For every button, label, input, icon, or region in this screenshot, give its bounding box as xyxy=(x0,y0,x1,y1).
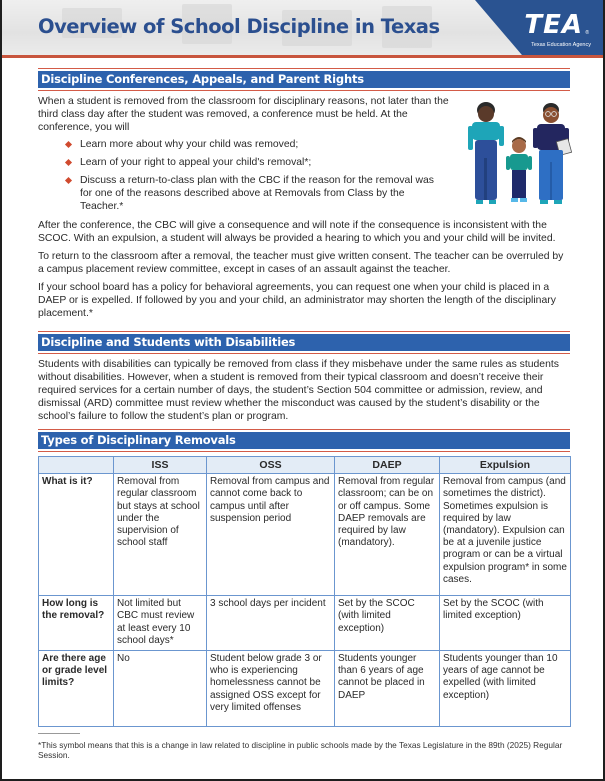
table-cell: No xyxy=(114,651,207,727)
list-item xyxy=(62,174,442,213)
paragraph: If your school board has a policy for behavioral agreements, you can request one when your child is placed in a DAEP or is expelled. If followed by you and your child, an administrator may shorten the length of the disciplinary placement.* xyxy=(38,282,556,319)
bullet-text: Learn of your right to appeal your child's removal*; xyxy=(80,157,312,168)
table-row xyxy=(39,474,571,596)
row-header: Are there age or grade level limits? xyxy=(39,651,114,727)
list-item xyxy=(62,156,442,169)
table-cell: Student below grade 3 or who is experiencing homelessness cannot be assigned OSS except for very limited offenses xyxy=(207,651,335,727)
table-cell: 3 school days per incident xyxy=(207,596,335,651)
bullet-text: Learn more about why your child was removed; xyxy=(80,139,299,150)
paragraph: To return to the classroom after a removal, the teacher must give written consent. The teacher can be overruled by a campus placement review committee, except in cases of an assault against the teacher. xyxy=(38,251,564,275)
table-cell: Students younger than 10 years of age cannot be expelled (with limited exception) xyxy=(440,651,571,727)
paragraph: Students with disabilities can typically be removed from class if they misbehave under the same rules as students without disabilities. However, when a student is removed from their typical classroom and doesn’t receive their required services for a certain number of days, the student’s Section 504 committee or admission, review, and dismissal (ARD) committee must review whether the misconduct was caused by the student’s disability or the school’s failure to follow the student’s plan or program. xyxy=(38,359,559,422)
footnote: *This symbol means that this is a change in law related to discipline in public schools made by the Texas Legislature in the 89th (2025) Regular Session. xyxy=(38,740,563,760)
family-illustration xyxy=(464,100,574,212)
registered-mark: ® xyxy=(585,30,589,36)
section-heading-conferences xyxy=(38,68,570,91)
page-header xyxy=(2,0,603,55)
table-cell: Not limited but CBC must review at least every 10 school days* xyxy=(114,596,207,651)
table-row xyxy=(39,596,571,651)
conferences-paragraphs xyxy=(38,219,568,325)
section-heading-removals xyxy=(38,429,570,452)
row-header: How long is the removal? xyxy=(39,596,114,651)
column-header-iss: ISS xyxy=(114,457,207,474)
table-cell: Set by the SCOC (with limited exception) xyxy=(440,596,571,651)
bullet-text: Discuss a return-to-class plan with the CBC if the reason for the removal was for one of the reasons described above at Removals from Class by the Teacher.* xyxy=(80,175,435,212)
intro-paragraph: When a student is removed from the classroom for disciplinary reasons, not later than the third class day after the student was removed, a conference must be held. At the conference, you will xyxy=(38,96,449,133)
conferences-intro xyxy=(38,95,458,139)
table-cell: Set by the SCOC (with limited exception) xyxy=(335,596,440,651)
diamond-bullet-icon xyxy=(65,159,72,166)
diamond-bullet-icon xyxy=(65,177,72,184)
footnote-divider xyxy=(38,733,80,734)
conference-bullet-list xyxy=(62,138,442,218)
removals-table xyxy=(38,456,571,727)
document-page xyxy=(2,0,603,779)
column-header xyxy=(39,457,114,474)
table-header-row xyxy=(39,457,571,474)
row-header: What is it? xyxy=(39,474,114,596)
table-cell: Removal from campus and cannot come back to campus until after suspension period xyxy=(207,474,335,596)
section-heading-text: Types of Disciplinary Removals xyxy=(38,432,570,449)
table-cell: Removal from regular classroom but stays at school under the supervision of school staff xyxy=(114,474,207,596)
table-cell: Students younger than 6 years of age cannot be placed in DAEP xyxy=(335,651,440,727)
tea-logo: TEA xyxy=(524,10,583,40)
column-header-expulsion: Expulsion xyxy=(440,457,571,474)
table-row xyxy=(39,651,571,727)
table-cell: Removal from campus (and sometimes the district). Sometimes expulsion is required by law (mandatory). Expulsion can be at a juvenile justice program or can be a virtual expulsion program* in some cases. xyxy=(440,474,571,596)
page-title: Overview of School Discipline in Texas xyxy=(38,15,440,38)
paragraph: After the conference, the CBC will give a consequence and will note if the consequence is inconsistent with the SCOC. With an expulsion, a student will always be provided a hearing to which you and your child will be invited. xyxy=(38,220,556,244)
column-header-daep: DAEP xyxy=(335,457,440,474)
disabilities-paragraph xyxy=(38,358,568,428)
diamond-bullet-icon xyxy=(65,141,72,148)
section-heading-text: Discipline and Students with Disabilities xyxy=(38,334,570,351)
list-item xyxy=(62,138,442,151)
section-heading-disabilities xyxy=(38,331,570,354)
table-cell: Removal from regular classroom; can be on or off campus. Some DAEP removals are required by law (mandatory). xyxy=(335,474,440,596)
section-heading-text: Discipline Conferences, Appeals, and Parent Rights xyxy=(38,71,570,88)
header-divider xyxy=(2,55,603,58)
column-header-oss: OSS xyxy=(207,457,335,474)
logo-subtitle: Texas Education Agency xyxy=(531,42,591,48)
